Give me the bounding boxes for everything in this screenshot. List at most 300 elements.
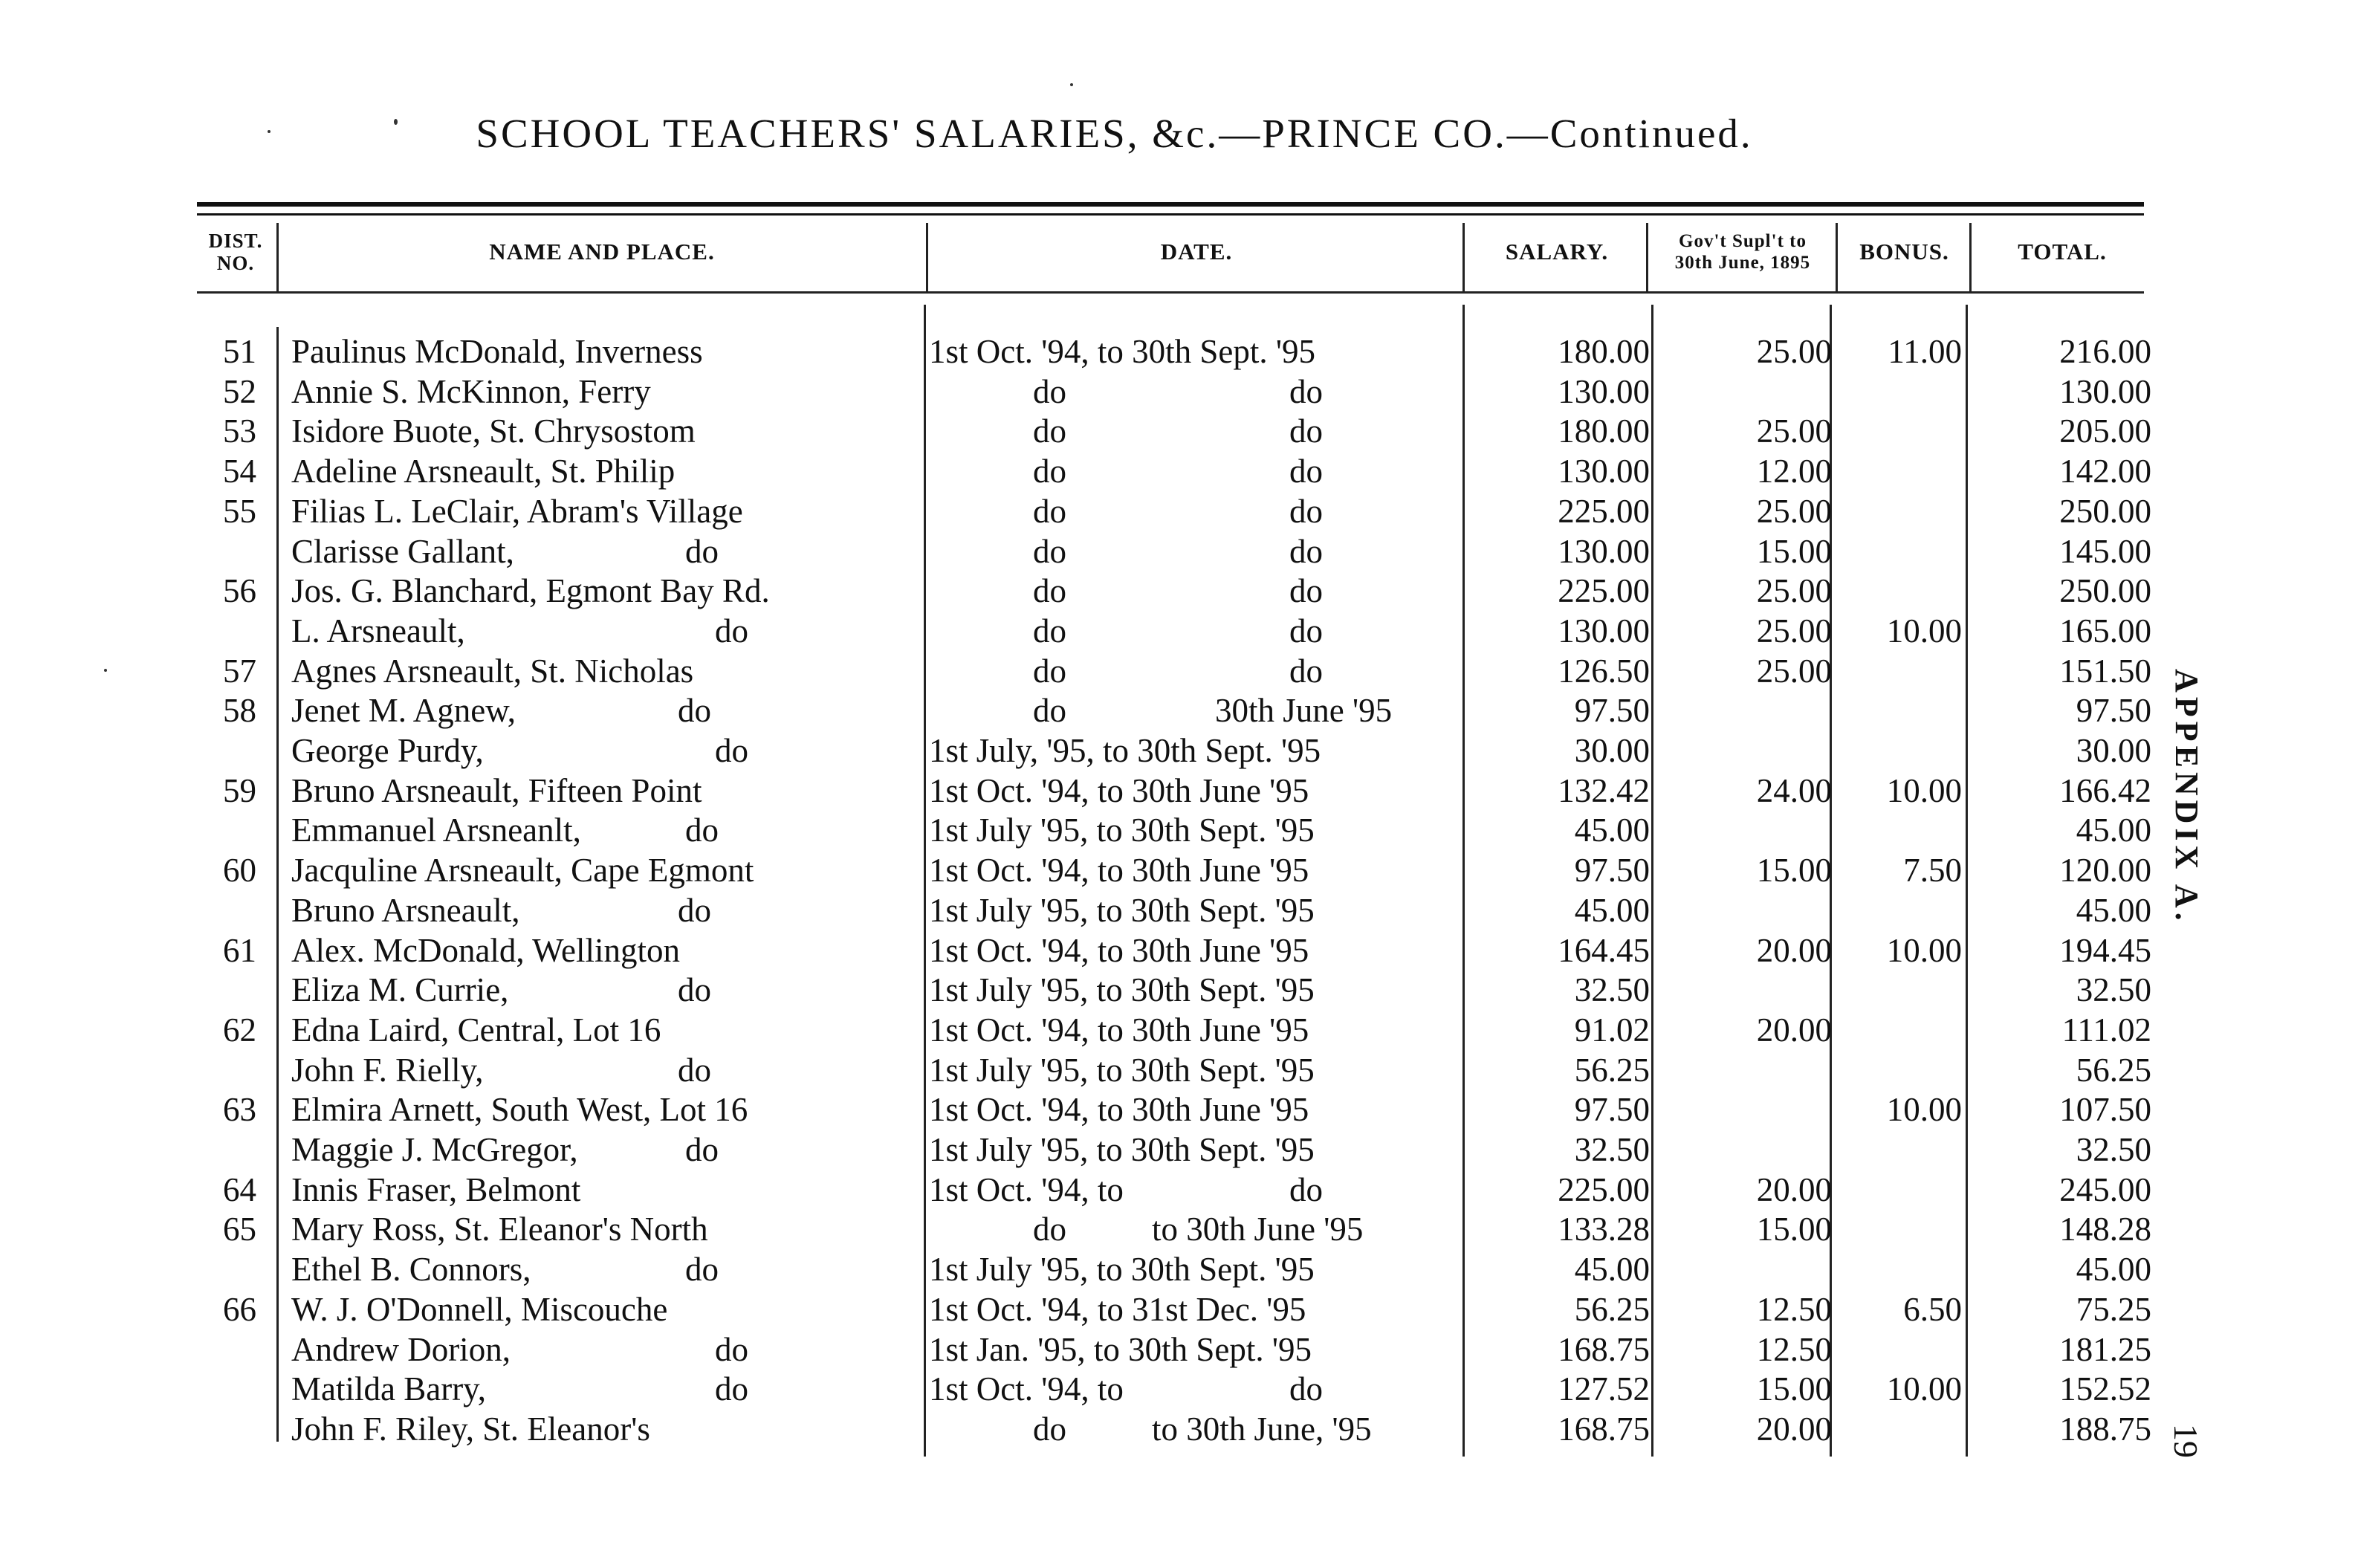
- place-ditto: do: [685, 532, 719, 570]
- teacher-name: Adeline Arsneault, St. Philip: [291, 453, 676, 490]
- salary-cell: 56.25: [1574, 1290, 1650, 1328]
- place-ditto: do: [678, 1051, 711, 1089]
- salary-cell: 168.75: [1558, 1330, 1650, 1368]
- date-from: 1st July '95, to 30th Sept. '95: [929, 1131, 1315, 1168]
- bonus-cell: [1836, 492, 1962, 532]
- date-cell: [929, 1090, 1464, 1130]
- header-govt-line2: 30th June, 1895: [1674, 253, 1811, 273]
- date-from: do: [1033, 492, 1066, 530]
- teacher-name: John F. Riley, St. Eleanor's: [291, 1410, 650, 1448]
- table-row: [0, 1410, 2155, 1450]
- teacher-name: Clarisse Gallant,: [291, 532, 514, 570]
- date-to: do: [1289, 612, 1323, 649]
- total-cell: 166.42: [2059, 771, 2151, 809]
- table-row: [0, 1370, 2155, 1410]
- table-row: [0, 412, 2155, 452]
- bonus-cell: [1836, 971, 1962, 1011]
- date-cell: [929, 492, 1464, 532]
- salary-cell: 32.50: [1574, 1131, 1650, 1168]
- bonus-cell: [1836, 891, 1962, 931]
- header-divider: [1462, 223, 1465, 294]
- date-to: to 30th June '95: [1152, 1211, 1364, 1248]
- page-number: 19: [2167, 1424, 2205, 1458]
- total-cell: 250.00: [2059, 492, 2151, 530]
- total-cell: 56.25: [2076, 1051, 2151, 1089]
- dist-number-cell: 58: [223, 692, 256, 730]
- teacher-name: Mary Ross, St. Eleanor's North: [291, 1211, 708, 1248]
- govt-supplement-cell: 20.00: [1756, 1170, 1832, 1208]
- total-cell: 152.52: [2059, 1370, 2151, 1408]
- dist-number-cell: [197, 1370, 256, 1410]
- bonus-cell: [1836, 1410, 1962, 1450]
- print-speck: [268, 130, 271, 133]
- dist-number-cell: [197, 731, 256, 771]
- dist-number-cell: 61: [223, 931, 256, 969]
- dist-number-cell: 66: [223, 1290, 256, 1328]
- date-cell: [929, 851, 1464, 891]
- teacher-name: Elmira Arnett, South West, Lot 16: [291, 1091, 748, 1129]
- date-cell: [929, 691, 1464, 731]
- date-from: do: [1033, 532, 1066, 570]
- date-from: do: [1033, 453, 1066, 490]
- govt-supplement-cell: 15.00: [1756, 532, 1832, 570]
- place-ditto: do: [678, 692, 711, 730]
- date-to: do: [1289, 652, 1323, 690]
- table-row: [0, 931, 2155, 971]
- header-name-place: NAME AND PLACE.: [489, 239, 715, 265]
- header-bottom-rule: [197, 291, 2144, 294]
- teacher-name: Innis Fraser, Belmont: [291, 1170, 581, 1208]
- salary-cell: 133.28: [1558, 1211, 1650, 1248]
- table-row: [0, 372, 2155, 412]
- bonus-cell: 10.00: [1886, 612, 1962, 649]
- govt-supplement-cell: [1653, 691, 1832, 731]
- date-from: 1st Oct. '94, to: [929, 1370, 1124, 1408]
- name-place-cell: [291, 1290, 930, 1330]
- date-to: do: [1289, 532, 1323, 570]
- total-cell: 97.50: [2076, 692, 2151, 730]
- dist-number-cell: [197, 532, 256, 572]
- dist-number-cell: [197, 1130, 256, 1170]
- date-from: do: [1033, 1211, 1066, 1248]
- name-place-cell: [291, 1330, 930, 1370]
- bonus-cell: [1836, 1210, 1962, 1250]
- name-place-cell: [291, 571, 930, 612]
- table-row: [0, 492, 2155, 532]
- total-cell: 245.00: [2059, 1170, 2151, 1208]
- teacher-name: Jos. G. Blanchard, Egmont Bay Rd.: [291, 572, 770, 610]
- govt-supplement-cell: [1653, 1250, 1832, 1290]
- govt-supplement-cell: 15.00: [1756, 852, 1832, 890]
- govt-supplement-cell: 12.00: [1756, 453, 1832, 490]
- table-row: [0, 1051, 2155, 1091]
- bonus-cell: [1836, 731, 1962, 771]
- salary-cell: 32.50: [1574, 971, 1650, 1009]
- teacher-name: W. J. O'Donnell, Miscouche: [291, 1290, 668, 1328]
- salary-cell: 225.00: [1558, 1170, 1650, 1208]
- bonus-cell: [1836, 1011, 1962, 1051]
- date-from: 1st Oct. '94, to 30th June '95: [929, 1091, 1309, 1129]
- total-cell: 120.00: [2059, 852, 2151, 890]
- total-cell: 32.50: [2076, 971, 2151, 1009]
- header-total: TOTAL.: [2018, 239, 2107, 265]
- date-to: do: [1289, 453, 1323, 490]
- bonus-cell: [1836, 372, 1962, 412]
- date-cell: [929, 1330, 1464, 1370]
- govt-supplement-cell: [1653, 1090, 1832, 1130]
- print-speck: [1070, 83, 1073, 86]
- date-to: do: [1289, 572, 1323, 610]
- bonus-cell: 10.00: [1886, 931, 1962, 969]
- table-row: [0, 652, 2155, 692]
- dist-number-cell: [197, 811, 256, 851]
- date-from: 1st Oct. '94, to 30th June '95: [929, 1011, 1309, 1049]
- name-place-cell: [291, 811, 930, 851]
- salary-cell: 127.52: [1558, 1370, 1650, 1408]
- name-place-cell: [291, 731, 930, 771]
- name-place-cell: [291, 372, 930, 412]
- table-row: [0, 571, 2155, 612]
- govt-supplement-cell: 25.00: [1756, 572, 1832, 610]
- date-from: do: [1033, 1410, 1066, 1448]
- place-ditto: do: [685, 1131, 719, 1168]
- table-row: [0, 811, 2155, 851]
- total-cell: 188.75: [2059, 1410, 2151, 1448]
- place-ditto: do: [685, 811, 719, 849]
- date-cell: [929, 372, 1464, 412]
- name-place-cell: [291, 1011, 930, 1051]
- total-cell: 142.00: [2059, 453, 2151, 490]
- dist-number-cell: [197, 891, 256, 931]
- place-ditto: do: [715, 732, 748, 769]
- table-row: [0, 532, 2155, 572]
- bonus-cell: [1836, 652, 1962, 692]
- dist-number-cell: 60: [223, 852, 256, 890]
- total-cell: 181.25: [2059, 1330, 2151, 1368]
- name-place-cell: [291, 931, 930, 971]
- total-cell: 30.00: [2076, 732, 2151, 769]
- salary-cell: 225.00: [1558, 492, 1650, 530]
- date-from: do: [1033, 652, 1066, 690]
- date-cell: [929, 571, 1464, 612]
- govt-supplement-cell: [1653, 372, 1832, 412]
- title-rule-thick: [197, 202, 2144, 207]
- bonus-cell: 11.00: [1888, 333, 1962, 370]
- date-cell: [929, 452, 1464, 492]
- name-place-cell: [291, 1051, 930, 1091]
- teacher-name: L. Arsneault,: [291, 612, 465, 649]
- table-row: [0, 691, 2155, 731]
- bonus-cell: [1836, 1250, 1962, 1290]
- govt-supplement-cell: 24.00: [1756, 771, 1832, 809]
- govt-supplement-cell: 12.50: [1756, 1330, 1832, 1368]
- teacher-name: Jenet M. Agnew,: [291, 692, 516, 730]
- bonus-cell: 6.50: [1903, 1290, 1962, 1328]
- dist-number-cell: 55: [223, 492, 256, 530]
- total-cell: 111.02: [2061, 1011, 2151, 1049]
- total-cell: 194.45: [2059, 931, 2151, 969]
- date-from: 1st July, '95, to 30th Sept. '95: [929, 732, 1321, 769]
- salary-cell: 180.00: [1558, 333, 1650, 370]
- name-place-cell: [291, 1210, 930, 1250]
- header-dist-no: [195, 212, 276, 292]
- bonus-cell: [1836, 1130, 1962, 1170]
- date-from: 1st Jan. '95, to 30th Sept. '95: [929, 1330, 1312, 1368]
- date-from: do: [1033, 612, 1066, 649]
- teacher-name: Paulinus McDonald, Inverness: [291, 333, 703, 370]
- date-to: do: [1289, 412, 1323, 450]
- bonus-cell: 10.00: [1886, 1370, 1962, 1408]
- date-from: 1st Oct. '94, to 30th June '95: [929, 852, 1309, 890]
- teacher-name: Maggie J. McGregor,: [291, 1131, 578, 1168]
- name-place-cell: [291, 971, 930, 1011]
- govt-supplement-cell: 20.00: [1756, 1410, 1832, 1448]
- table-row: [0, 1210, 2155, 1250]
- dist-number-cell: 65: [223, 1211, 256, 1248]
- header-govt-line1: Gov't Supl't to: [1679, 231, 1807, 251]
- teacher-name: Matilda Barry,: [291, 1370, 487, 1408]
- total-cell: 45.00: [2076, 891, 2151, 929]
- place-ditto: do: [715, 612, 748, 649]
- govt-supplement-cell: 20.00: [1756, 1011, 1832, 1049]
- name-place-cell: [291, 891, 930, 931]
- date-cell: [929, 1051, 1464, 1091]
- bonus-cell: [1836, 532, 1962, 572]
- table-row: [0, 971, 2155, 1011]
- header-date: DATE.: [1160, 239, 1233, 265]
- govt-supplement-cell: 20.00: [1756, 931, 1832, 969]
- bonus-cell: [1836, 1330, 1962, 1370]
- table-row: [0, 1090, 2155, 1130]
- name-place-cell: [291, 1170, 930, 1211]
- salary-cell: 97.50: [1574, 692, 1650, 730]
- dist-number-cell: 62: [223, 1011, 256, 1049]
- date-cell: [929, 1250, 1464, 1290]
- table-row: [0, 452, 2155, 492]
- date-cell: [929, 532, 1464, 572]
- date-from: do: [1033, 372, 1066, 410]
- bonus-cell: 10.00: [1886, 1091, 1962, 1129]
- header-divider: [1969, 223, 1972, 294]
- table-row: [0, 1290, 2155, 1330]
- name-place-cell: [291, 1130, 930, 1170]
- table-row: [0, 1330, 2155, 1370]
- teacher-name: Alex. McDonald, Wellington: [291, 931, 680, 969]
- date-from: 1st Oct. '94, to: [929, 1170, 1124, 1208]
- salary-cell: 130.00: [1558, 372, 1650, 410]
- govt-supplement-cell: 25.00: [1756, 333, 1832, 370]
- teacher-name: Jacquline Arsneault, Cape Egmont: [291, 852, 754, 890]
- date-cell: [929, 1130, 1464, 1170]
- bonus-cell: [1836, 691, 1962, 731]
- total-cell: 45.00: [2076, 1251, 2151, 1289]
- teacher-name: Agnes Arsneault, St. Nicholas: [291, 652, 694, 690]
- bonus-cell: [1836, 1170, 1962, 1211]
- name-place-cell: [291, 1370, 930, 1410]
- salary-cell: 168.75: [1558, 1410, 1650, 1448]
- govt-supplement-cell: 25.00: [1756, 492, 1832, 530]
- dist-number-cell: [197, 1330, 256, 1370]
- dist-number-cell: 57: [223, 652, 256, 690]
- date-from: 1st Oct. '94, to 30th June '95: [929, 771, 1309, 809]
- date-to: do: [1289, 1170, 1323, 1208]
- date-from: 1st July '95, to 30th Sept. '95: [929, 891, 1315, 929]
- total-cell: 216.00: [2059, 333, 2151, 370]
- salary-cell: 126.50: [1558, 652, 1650, 690]
- salary-cell: 132.42: [1558, 771, 1650, 809]
- govt-supplement-cell: 25.00: [1756, 612, 1832, 649]
- total-cell: 151.50: [2059, 652, 2151, 690]
- table-row: [0, 612, 2155, 652]
- header-bonus: BONUS.: [1859, 239, 1949, 265]
- print-speck: [394, 119, 398, 125]
- govt-supplement-cell: 25.00: [1756, 412, 1832, 450]
- salary-cell: 91.02: [1574, 1011, 1650, 1049]
- dist-number-cell: 54: [223, 453, 256, 490]
- total-cell: 148.28: [2059, 1211, 2151, 1248]
- date-from: 1st Oct. '94, to 30th June '95: [929, 931, 1309, 969]
- date-from: 1st July '95, to 30th Sept. '95: [929, 1251, 1315, 1289]
- date-cell: [929, 731, 1464, 771]
- bonus-cell: [1836, 571, 1962, 612]
- teacher-name: Ethel B. Connors,: [291, 1251, 531, 1289]
- name-place-cell: [291, 1090, 930, 1130]
- total-cell: 75.25: [2076, 1290, 2151, 1328]
- table-row: [0, 731, 2155, 771]
- table-row: [0, 1011, 2155, 1051]
- teacher-name: Edna Laird, Central, Lot 16: [291, 1011, 661, 1049]
- table-row: [0, 851, 2155, 891]
- name-place-cell: [291, 1410, 930, 1450]
- date-cell: [929, 811, 1464, 851]
- table-row: [0, 891, 2155, 931]
- total-cell: 205.00: [2059, 412, 2151, 450]
- govt-supplement-cell: 12.50: [1756, 1290, 1832, 1328]
- date-cell: [929, 1370, 1464, 1410]
- date-cell: [929, 1011, 1464, 1051]
- govt-supplement-cell: [1653, 971, 1832, 1011]
- place-ditto: do: [678, 891, 711, 929]
- teacher-name: Bruno Arsneault,: [291, 891, 520, 929]
- page-title: SCHOOL TEACHERS' SALARIES, &c.—PRINCE CO.—Continued.: [476, 111, 1753, 156]
- date-to: do: [1289, 1370, 1323, 1408]
- salary-cell: 130.00: [1558, 453, 1650, 490]
- header-divider: [276, 223, 279, 294]
- salary-cell: 97.50: [1574, 852, 1650, 890]
- salary-cell: 45.00: [1574, 811, 1650, 849]
- date-to: to 30th June, '95: [1152, 1410, 1372, 1448]
- date-from: 1st Oct. '94, to 30th Sept. '95: [929, 333, 1315, 370]
- govt-supplement-cell: [1653, 731, 1832, 771]
- govt-supplement-cell: [1653, 1130, 1832, 1170]
- teacher-name: Eliza M. Currie,: [291, 971, 509, 1009]
- teacher-name: Annie S. McKinnon, Ferry: [291, 372, 651, 410]
- date-cell: [929, 771, 1464, 811]
- header-dist-line1: DIST.: [208, 230, 263, 252]
- salary-cell: 225.00: [1558, 572, 1650, 610]
- name-place-cell: [291, 652, 930, 692]
- teacher-name: Isidore Buote, St. Chrysostom: [291, 412, 696, 450]
- name-place-cell: [291, 492, 930, 532]
- bonus-cell: [1836, 1051, 1962, 1091]
- date-from: 1st July '95, to 30th Sept. '95: [929, 971, 1315, 1009]
- dist-number-cell: [197, 971, 256, 1011]
- table-row: [0, 1250, 2155, 1290]
- govt-supplement-cell: 15.00: [1756, 1211, 1832, 1248]
- govt-supplement-cell: [1653, 1051, 1832, 1091]
- table-row: [0, 1170, 2155, 1211]
- date-cell: [929, 931, 1464, 971]
- header-divider: [1646, 223, 1648, 294]
- date-to: do: [1289, 492, 1323, 530]
- teacher-name: George Purdy,: [291, 732, 484, 769]
- table-row: [0, 332, 2155, 372]
- total-cell: 32.50: [2076, 1131, 2151, 1168]
- place-ditto: do: [715, 1330, 748, 1368]
- header-salary: SALARY.: [1505, 239, 1609, 265]
- dist-number-cell: 56: [223, 572, 256, 610]
- dist-number-cell: 53: [223, 412, 256, 450]
- salary-cell: 97.50: [1574, 1091, 1650, 1129]
- header-dist-line2: NO.: [216, 252, 255, 274]
- dist-number-cell: 59: [223, 771, 256, 809]
- date-cell: [929, 332, 1464, 372]
- salary-cell: 45.00: [1574, 891, 1650, 929]
- dist-number-cell: [197, 1051, 256, 1091]
- name-place-cell: [291, 771, 930, 811]
- date-cell: [929, 1290, 1464, 1330]
- teacher-name: Emmanuel Arsneanlt,: [291, 811, 581, 849]
- place-ditto: do: [678, 971, 711, 1009]
- govt-supplement-cell: 25.00: [1756, 652, 1832, 690]
- date-from: 1st July '95, to 30th Sept. '95: [929, 811, 1315, 849]
- govt-supplement-cell: 15.00: [1756, 1370, 1832, 1408]
- dist-number-cell: 52: [223, 372, 256, 410]
- total-cell: 145.00: [2059, 532, 2151, 570]
- date-from: do: [1033, 692, 1066, 730]
- teacher-name: Filias L. LeClair, Abram's Village: [291, 492, 743, 530]
- dist-number-cell: 64: [223, 1170, 256, 1208]
- date-to: 30th June '95: [1215, 692, 1393, 730]
- salary-cell: 56.25: [1574, 1051, 1650, 1089]
- salary-cell: 45.00: [1574, 1251, 1650, 1289]
- print-speck: [104, 669, 107, 672]
- govt-supplement-cell: [1653, 891, 1832, 931]
- dist-number-cell: 63: [223, 1091, 256, 1129]
- name-place-cell: [291, 332, 930, 372]
- date-cell: [929, 612, 1464, 652]
- date-from: 1st Oct. '94, to 31st Dec. '95: [929, 1290, 1306, 1328]
- dist-number-cell: [197, 612, 256, 652]
- date-cell: [929, 1170, 1464, 1211]
- date-from: 1st July '95, to 30th Sept. '95: [929, 1051, 1315, 1089]
- total-cell: 165.00: [2059, 612, 2151, 649]
- place-ditto: do: [715, 1370, 748, 1408]
- teacher-name: Andrew Dorion,: [291, 1330, 511, 1368]
- date-cell: [929, 412, 1464, 452]
- date-cell: [929, 652, 1464, 692]
- dist-number-cell: [197, 1250, 256, 1290]
- date-from: do: [1033, 572, 1066, 610]
- name-place-cell: [291, 452, 930, 492]
- salary-cell: 164.45: [1558, 931, 1650, 969]
- salary-cell: 180.00: [1558, 412, 1650, 450]
- place-ditto: do: [685, 1251, 719, 1289]
- header-govt-supplement: [1650, 212, 1836, 292]
- header-divider: [926, 223, 928, 294]
- bonus-cell: [1836, 452, 1962, 492]
- name-place-cell: [291, 691, 930, 731]
